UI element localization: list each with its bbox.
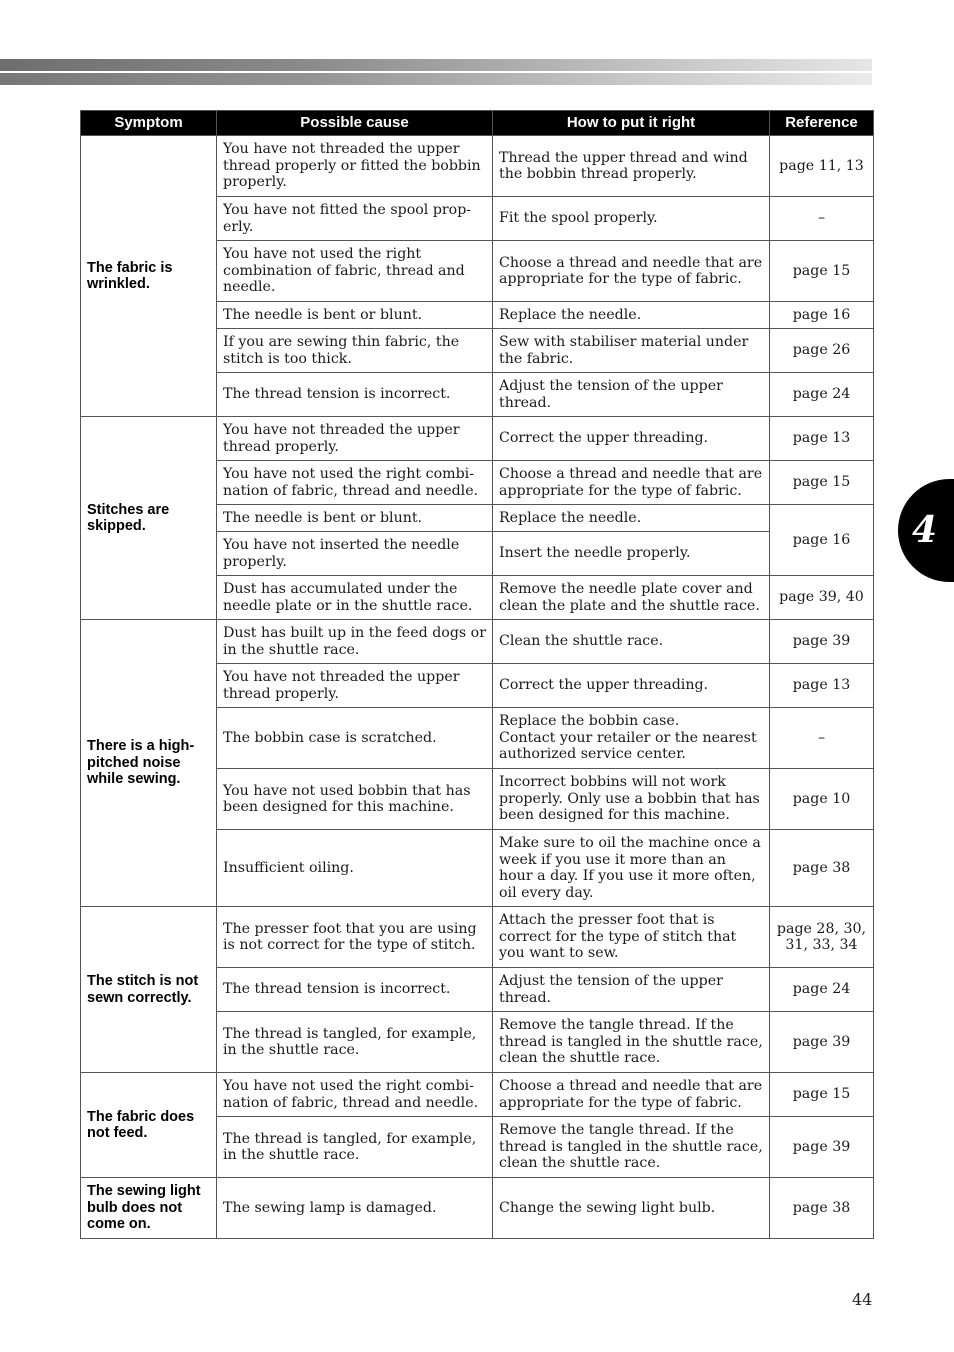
cause-cell: The presser foot that you are using is not correct for the type of stitch. bbox=[217, 907, 493, 968]
column-header-reference: Reference bbox=[770, 111, 874, 136]
reference-cell: page 39 bbox=[770, 1012, 874, 1073]
reference-cell: page 13 bbox=[770, 664, 874, 708]
reference-cell: page 16 bbox=[770, 302, 874, 329]
cause-cell: The thread is tangled, for example, in the shuttle race. bbox=[217, 1117, 493, 1178]
fix-cell: Replace the needle. bbox=[493, 505, 770, 532]
reference-cell: page 39 bbox=[770, 620, 874, 664]
fix-cell: Correct the upper threading. bbox=[493, 417, 770, 461]
table-row bbox=[81, 136, 874, 197]
reference-cell: page 28, 30, 31, 33, 34 bbox=[770, 907, 874, 968]
column-header-fix: How to put it right bbox=[493, 111, 770, 136]
cause-cell: You have not used the right combi-nation of fabric, thread and needle. bbox=[217, 1073, 493, 1117]
fix-cell: Insert the needle properly. bbox=[493, 532, 770, 576]
fix-cell: Make sure to oil the machine once a week if you use it more than an hour a day. If you use it more often, oil every day. bbox=[493, 830, 770, 907]
reference-cell: page 10 bbox=[770, 769, 874, 830]
table-header-row bbox=[81, 111, 874, 136]
fix-cell: Change the sewing light bulb. bbox=[493, 1178, 770, 1239]
reference-cell: page 39 bbox=[770, 1117, 874, 1178]
reference-cell: page 13 bbox=[770, 417, 874, 461]
reference-cell: page 16 bbox=[770, 505, 874, 576]
cause-cell: Dust has accumulated under the needle plate or in the shuttle race. bbox=[217, 576, 493, 620]
cause-cell: Dust has built up in the feed dogs or in the shuttle race. bbox=[217, 620, 493, 664]
symptom-cell: The fabric is wrinkled. bbox=[81, 136, 217, 417]
table-row bbox=[81, 1178, 874, 1239]
reference-cell: page 11, 13 bbox=[770, 136, 874, 197]
cause-cell: The thread tension is incorrect. bbox=[217, 968, 493, 1012]
reference-cell: – bbox=[770, 197, 874, 241]
cause-cell: You have not used the right combi-nation of fabric, thread and needle. bbox=[217, 461, 493, 505]
reference-cell: page 39, 40 bbox=[770, 576, 874, 620]
reference-cell: page 24 bbox=[770, 968, 874, 1012]
cause-cell: You have not used the right combination of fabric, thread and needle. bbox=[217, 241, 493, 302]
header-stripe-top bbox=[0, 59, 872, 71]
page-number: 44 bbox=[852, 1290, 873, 1309]
reference-cell: page 38 bbox=[770, 830, 874, 907]
fix-cell: Fit the spool properly. bbox=[493, 197, 770, 241]
reference-cell: page 15 bbox=[770, 241, 874, 302]
cause-cell: You have not threaded the upper thread properly. bbox=[217, 664, 493, 708]
fix-cell: Thread the upper thread and wind the bobbin thread properly. bbox=[493, 136, 770, 197]
symptom-cell: The stitch is not sewn correctly. bbox=[81, 907, 217, 1073]
table-row bbox=[81, 620, 874, 664]
table-row bbox=[81, 1073, 874, 1117]
symptom-cell: The sewing light bulb does not come on. bbox=[81, 1178, 217, 1239]
cause-cell: You have not used bobbin that has been designed for this machine. bbox=[217, 769, 493, 830]
cause-cell: You have not threaded the upper thread properly or fitted the bobbin properly. bbox=[217, 136, 493, 197]
fix-cell: Choose a thread and needle that are appropriate for the type of fabric. bbox=[493, 241, 770, 302]
cause-cell: The needle is bent or blunt. bbox=[217, 302, 493, 329]
fix-cell: Sew with stabiliser material under the fabric. bbox=[493, 329, 770, 373]
fix-cell: Remove the tangle thread. If the thread is tangled in the shuttle race, clean the shuttle race. bbox=[493, 1012, 770, 1073]
reference-cell: page 24 bbox=[770, 373, 874, 417]
table-row bbox=[81, 417, 874, 461]
reference-cell: page 15 bbox=[770, 461, 874, 505]
table-row bbox=[81, 907, 874, 968]
fix-cell: Replace the bobbin case. Contact your retailer or the nearest authorized service center. bbox=[493, 708, 770, 769]
symptom-cell: Stitches are skipped. bbox=[81, 417, 217, 620]
symptom-cell: There is a high-pitched noise while sewing. bbox=[81, 620, 217, 907]
fix-cell: Adjust the tension of the upper thread. bbox=[493, 968, 770, 1012]
reference-cell: page 26 bbox=[770, 329, 874, 373]
reference-cell: page 15 bbox=[770, 1073, 874, 1117]
symptom-cell: The fabric does not feed. bbox=[81, 1073, 217, 1178]
fix-cell: Incorrect bobbins will not work properly. Only use a bobbin that has been designed for this machine. bbox=[493, 769, 770, 830]
fix-cell: Choose a thread and needle that are appropriate for the type of fabric. bbox=[493, 1073, 770, 1117]
fix-cell: Clean the shuttle race. bbox=[493, 620, 770, 664]
cause-cell: Insufficient oiling. bbox=[217, 830, 493, 907]
fix-cell: Replace the needle. bbox=[493, 302, 770, 329]
cause-cell: The needle is bent or blunt. bbox=[217, 505, 493, 532]
cause-cell: The bobbin case is scratched. bbox=[217, 708, 493, 769]
fix-cell: Attach the presser foot that is correct for the type of stitch that you want to sew. bbox=[493, 907, 770, 968]
fix-cell: Choose a thread and needle that are appropriate for the type of fabric. bbox=[493, 461, 770, 505]
cause-cell: You have not inserted the needle properly. bbox=[217, 532, 493, 576]
fix-cell: Remove the needle plate cover and clean the plate and the shuttle race. bbox=[493, 576, 770, 620]
troubleshooting-table bbox=[80, 110, 874, 1239]
cause-cell: The thread tension is incorrect. bbox=[217, 373, 493, 417]
cause-cell: If you are sewing thin fabric, the stitch is too thick. bbox=[217, 329, 493, 373]
reference-cell: page 38 bbox=[770, 1178, 874, 1239]
fix-cell: Remove the tangle thread. If the thread is tangled in the shuttle race, clean the shuttle race. bbox=[493, 1117, 770, 1178]
column-header-symptom: Symptom bbox=[81, 111, 217, 136]
chapter-number: 4 bbox=[912, 509, 938, 551]
column-header-cause: Possible cause bbox=[217, 111, 493, 136]
cause-cell: You have not threaded the upper thread properly. bbox=[217, 417, 493, 461]
cause-cell: The sewing lamp is damaged. bbox=[217, 1178, 493, 1239]
cause-cell: The thread is tangled, for example, in the shuttle race. bbox=[217, 1012, 493, 1073]
chapter-tab bbox=[898, 479, 954, 582]
fix-cell: Correct the upper threading. bbox=[493, 664, 770, 708]
header-stripe-bottom bbox=[0, 73, 872, 85]
reference-cell: – bbox=[770, 708, 874, 769]
cause-cell: You have not fitted the spool prop-erly. bbox=[217, 197, 493, 241]
fix-cell: Adjust the tension of the upper thread. bbox=[493, 373, 770, 417]
